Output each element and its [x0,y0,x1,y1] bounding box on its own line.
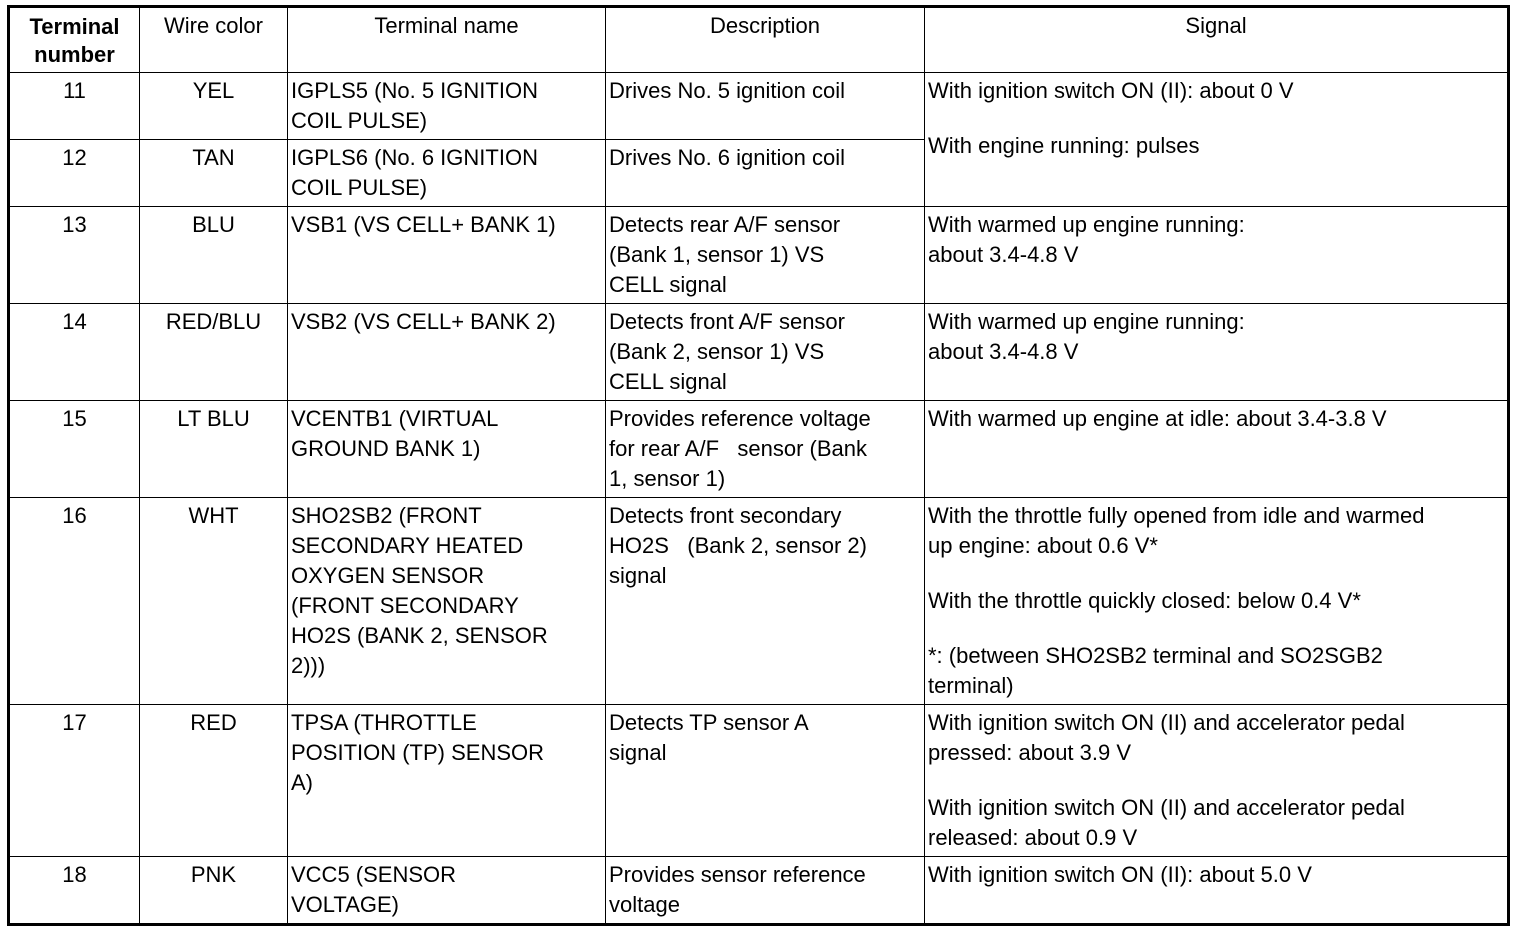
terminal-name-line: TPSA (THROTTLE [291,710,477,735]
terminal-name-line: SECONDARY HEATED [291,533,524,558]
header-wire-color: Wire color [140,7,288,73]
description-line: 1, sensor 1) [609,466,726,491]
description-line: Drives No. 5 ignition coil [609,78,845,103]
terminal-number-cell: 18 [9,857,140,925]
wire-color-cell: PNK [140,857,288,925]
signal-line: With the throttle quickly closed: below 0.4 V* [928,588,1361,613]
terminal-number-cell: 13 [9,207,140,304]
table-row [9,73,1509,140]
terminal-name-cell [288,705,606,857]
signal-paragraph [928,501,1504,561]
signal-line: With ignition switch ON (II): about 0 V [928,78,1294,103]
description-cell [606,857,925,925]
description-line: Detects front A/F sensor [609,309,845,334]
terminal-name-line: COIL PULSE) [291,108,428,133]
wire-color-cell: WHT [140,498,288,705]
signal-line: released: about 0.9 V [928,825,1138,850]
table-row [9,498,1509,705]
description-line: Drives No. 6 ignition coil [609,145,845,170]
signal-line: With the throttle fully opened from idle and warmed [928,503,1425,528]
description-line: voltage [609,892,680,917]
description-line: signal [609,563,667,588]
terminal-name-line: GROUND BANK 1) [291,436,481,461]
wire-color-cell: LT BLU [140,401,288,498]
header-description: Description [606,7,925,73]
signal-cell-shared [925,73,1509,207]
signal-line: With ignition switch ON (II): about 5.0 V [928,862,1312,887]
signal-paragraph [928,76,1504,106]
terminal-name-line: VCENTB1 (VIRTUAL [291,406,499,431]
terminal-name-line: VCC5 (SENSOR [291,862,457,887]
signal-paragraph [928,641,1504,701]
description-line: CELL signal [609,369,727,394]
terminal-name-line: 2))) [291,653,326,678]
description-cell [606,73,925,140]
terminal-table [7,5,1510,926]
signal-cell [925,498,1509,705]
signal-paragraph [928,860,1504,890]
terminal-name-line: IGPLS6 (No. 6 IGNITION [291,145,538,170]
description-line: Detects front secondary [609,503,842,528]
terminal-name-cell [288,140,606,207]
signal-cell [925,304,1509,401]
wire-color-cell: TAN [140,140,288,207]
header-terminal-number: Terminal number [9,7,140,73]
signal-paragraph [928,708,1504,768]
header-signal: Signal [925,7,1509,73]
terminal-number-cell: 16 [9,498,140,705]
terminal-name-line: VOLTAGE) [291,892,399,917]
signal-cell [925,857,1509,925]
wire-color-cell: BLU [140,207,288,304]
signal-cell [925,207,1509,304]
table-row [9,401,1509,498]
signal-line: With warmed up engine running: [928,212,1245,237]
terminal-name-line: A) [291,770,313,795]
description-cell [606,207,925,304]
signal-paragraph [928,793,1504,853]
signal-line: *: (between SHO2SB2 terminal and SO2SGB2 [928,643,1383,668]
signal-line: up engine: about 0.6 V* [928,533,1158,558]
description-line: HO2S (Bank 2, sensor 2) [609,533,867,558]
terminal-number-cell: 17 [9,705,140,857]
header-terminal-name: Terminal name [288,7,606,73]
signal-line: With ignition switch ON (II) and accelerator pedal [928,795,1405,820]
signal-paragraph [928,404,1504,434]
description-cell [606,498,925,705]
description-line: for rear A/F sensor (Bank [609,436,867,461]
description-line: Provides sensor reference [609,862,866,887]
signal-line: With engine running: pulses [928,133,1200,158]
table-row [9,705,1509,857]
signal-cell [925,705,1509,857]
signal-line: about 3.4-4.8 V [928,339,1079,364]
description-line: Detects rear A/F sensor [609,212,841,237]
table-row [9,857,1509,925]
description-cell [606,140,925,207]
description-line: Detects TP sensor A [609,710,809,735]
signal-paragraph [928,586,1504,616]
signal-line: about 3.4-4.8 V [928,242,1079,267]
terminal-name-cell [288,207,606,304]
terminal-name-line: COIL PULSE) [291,175,428,200]
signal-paragraph [928,131,1504,161]
signal-cell [925,401,1509,498]
signal-paragraph [928,210,1504,270]
wire-color-cell: YEL [140,73,288,140]
terminal-name-line: OXYGEN SENSOR [291,563,485,588]
description-line: (Bank 2, sensor 1) VS [609,339,825,364]
terminal-number-cell: 14 [9,304,140,401]
description-line: (Bank 1, sensor 1) VS [609,242,825,267]
description-cell [606,401,925,498]
terminal-name-line: POSITION (TP) SENSOR [291,740,545,765]
terminal-name-line: VSB2 (VS CELL+ BANK 2) [291,309,556,334]
header-row [9,7,1509,73]
terminal-name-line: (FRONT SECONDARY [291,593,519,618]
terminal-name-cell [288,401,606,498]
terminal-name-line: VSB1 (VS CELL+ BANK 1) [291,212,556,237]
description-cell [606,705,925,857]
table-row [9,304,1509,401]
terminal-name-cell [288,498,606,705]
table-row [9,207,1509,304]
wire-color-cell: RED/BLU [140,304,288,401]
description-line: CELL signal [609,272,727,297]
signal-paragraph [928,307,1504,367]
description-line: signal [609,740,667,765]
terminal-number-cell: 15 [9,401,140,498]
terminal-name-cell [288,857,606,925]
terminal-name-line: IGPLS5 (No. 5 IGNITION [291,78,538,103]
description-cell [606,304,925,401]
terminal-name-line: HO2S (BANK 2, SENSOR [291,623,548,648]
terminal-name-cell [288,73,606,140]
wire-color-cell: RED [140,705,288,857]
description-line: Provides reference voltage [609,406,871,431]
signal-line: With ignition switch ON (II) and accelerator pedal [928,710,1405,735]
terminal-name-cell [288,304,606,401]
signal-line: pressed: about 3.9 V [928,740,1132,765]
signal-line: With warmed up engine running: [928,309,1245,334]
terminal-number-cell: 12 [9,140,140,207]
terminal-name-line: SHO2SB2 (FRONT [291,503,482,528]
signal-line: With warmed up engine at idle: about 3.4-3.8 V [928,406,1387,431]
terminal-number-cell: 11 [9,73,140,140]
signal-line: terminal) [928,673,1014,698]
